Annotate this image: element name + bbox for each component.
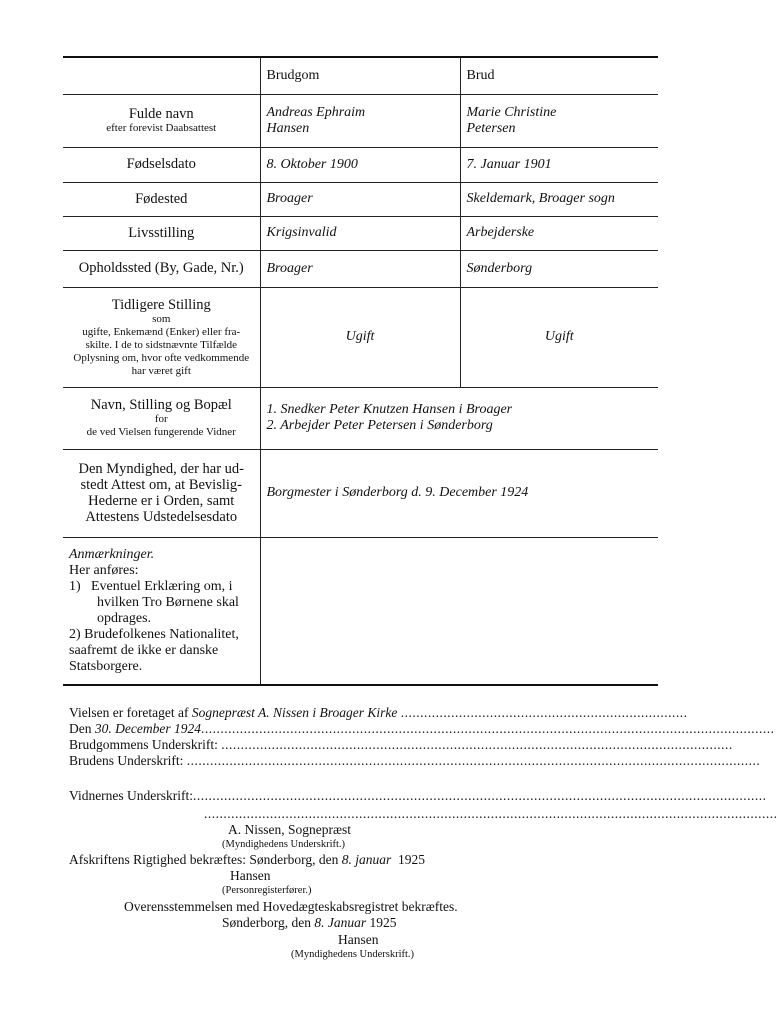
ceremony-date: 30. December 1924 bbox=[94, 721, 201, 736]
dotted-line: .................................................................................................................................................... bbox=[193, 788, 767, 803]
confirmation-line: Afskriftens Rigtighed bekræftes: Sønderborg, den 8. januar 1925 bbox=[69, 852, 425, 867]
header-empty-cell bbox=[63, 57, 260, 94]
header-bride: Brud bbox=[460, 57, 658, 94]
dotted-line: .......................................................................... bbox=[400, 705, 688, 720]
label-previous-status-sub: har været gift bbox=[131, 364, 191, 377]
label-authority-line: Hederne er i Orden, samt bbox=[88, 493, 235, 509]
signer-3: Hansen bbox=[338, 932, 379, 947]
label-previous-status bbox=[63, 287, 260, 387]
remarks-item-2-line: Statsborgere. bbox=[69, 658, 143, 674]
label-witnesses-sub: de ved Vielsen fungerende Vidner bbox=[86, 426, 236, 438]
label-witnesses-main: Navn, Stilling og Bopæl bbox=[90, 397, 232, 413]
witnesses-signature-line: Vidnernes Underskrift:.................................................................................................................................................... bbox=[69, 788, 767, 803]
row-authority bbox=[63, 449, 658, 537]
dotted-line: .................................................................................................................................... bbox=[221, 737, 733, 752]
signer-1-caption: (Myndighedens Underskrift.) bbox=[222, 839, 346, 850]
witnesses-signature-line-2 bbox=[204, 806, 778, 822]
remarks-title: Anmærkninger. bbox=[69, 546, 155, 562]
row-full-name bbox=[63, 94, 658, 147]
row-birth-date bbox=[63, 147, 658, 182]
confirmation-date: 8. januar bbox=[341, 852, 392, 867]
row-previous-status bbox=[63, 287, 658, 387]
signer-3-caption: (Myndighedens Underskrift.) bbox=[291, 949, 415, 960]
label-full-name-sub: efter forevist Daabsattest bbox=[106, 122, 217, 134]
witnesses-value bbox=[260, 387, 658, 449]
label-witnesses bbox=[63, 387, 260, 449]
label-previous-status-sub: Oplysning om, hvor ofte vedkommende bbox=[73, 351, 250, 364]
groom-residence: Broager bbox=[260, 250, 460, 287]
row-remarks bbox=[63, 537, 658, 685]
header-row bbox=[63, 57, 658, 94]
signer-1: A. Nissen, Sognepræst bbox=[228, 822, 352, 837]
label-authority-line: Den Myndighed, der har ud- bbox=[78, 461, 244, 477]
officiant: Sognepræst A. Nissen i Broager Kirke bbox=[191, 705, 398, 720]
remarks-item-2-line: saafremt de ikke er danske bbox=[69, 642, 219, 658]
signer-2: Hansen bbox=[230, 868, 271, 883]
bride-surname: Petersen bbox=[466, 120, 516, 136]
groom-first-names: Andreas Ephraim bbox=[266, 104, 366, 120]
label-previous-status-sub: skilte. I de to sidstnævnte Tilfælde bbox=[85, 338, 238, 351]
groom-surname: Hansen bbox=[266, 120, 310, 136]
bride-first-names: Marie Christine bbox=[466, 104, 557, 120]
groom-full-name bbox=[260, 94, 460, 147]
dotted-line: .................................................................................................................................................... bbox=[204, 806, 778, 821]
bride-signature-line: Brudens Underskrift: .................................................................................................................................................... bbox=[69, 753, 761, 768]
place-date-line: Sønderborg, den 8. Januar 1925 bbox=[222, 915, 397, 930]
confirmation-year: 1925 bbox=[397, 852, 425, 867]
remarks-value bbox=[260, 537, 658, 685]
date-line: Den 30. December 1924.................................................................................................................................................... bbox=[69, 721, 775, 736]
groom-occupation: Krigsinvalid bbox=[260, 216, 460, 250]
bride-birth-date: 7. Januar 1901 bbox=[460, 147, 658, 182]
row-residence bbox=[63, 250, 658, 287]
label-authority bbox=[63, 449, 260, 537]
label-full-name-main: Fulde navn bbox=[128, 106, 194, 122]
label-remarks bbox=[63, 537, 260, 685]
marriage-register-table bbox=[63, 56, 658, 686]
place-year: 1925 bbox=[369, 915, 397, 930]
agreement-line: Overensstemmelsen med Hovedægteskabsregistret bekræftes. bbox=[124, 899, 458, 914]
label-residence: Opholdssted (By, Gade, Nr.) bbox=[63, 250, 260, 287]
row-occupation bbox=[63, 216, 658, 250]
signer-2-caption: (Personregisterfører.) bbox=[222, 885, 312, 896]
authority-value: Borgmester i Sønderborg d. 9. December 1924 bbox=[260, 449, 658, 537]
bride-birth-place: Skeldemark, Broager sogn bbox=[460, 182, 658, 216]
place-date: 8. Januar bbox=[314, 915, 367, 930]
label-birth-place: Fødested bbox=[63, 182, 260, 216]
bride-full-name bbox=[460, 94, 658, 147]
row-witnesses bbox=[63, 387, 658, 449]
label-birth-date: Fødselsdato bbox=[63, 147, 260, 182]
groom-birth-date: 8. Oktober 1900 bbox=[260, 147, 460, 182]
label-previous-status-main: Tidligere Stilling bbox=[111, 296, 211, 313]
remarks-intro: Her anføres: bbox=[69, 562, 139, 578]
header-groom: Brudgom bbox=[260, 57, 460, 94]
label-full-name bbox=[63, 94, 260, 147]
bride-residence: Sønderborg bbox=[460, 250, 658, 287]
bride-previous-status: Ugift bbox=[460, 287, 658, 387]
groom-previous-status: Ugift bbox=[260, 287, 460, 387]
dotted-line: .................................................................................................................................................... bbox=[200, 721, 775, 736]
dotted-line: .................................................................................................................................................... bbox=[186, 753, 761, 768]
label-authority-line: Attestens Udstedelsesdato bbox=[85, 509, 238, 525]
label-previous-status-sub: som bbox=[152, 312, 171, 325]
ceremony-line: Vielsen er foretaget af Sognepræst A. Nissen i Broager Kirke .......................................................................... bbox=[69, 705, 688, 720]
groom-signature-line: Brudgommens Underskrift: .................................................................................................................................... bbox=[69, 737, 733, 752]
label-occupation: Livsstilling bbox=[63, 216, 260, 250]
remarks-item-1: 1) Eventuel Erklæring om, i hvilken Tro Børnene skal opdrages. bbox=[69, 578, 239, 626]
groom-birth-place: Broager bbox=[260, 182, 460, 216]
remarks-item-2: 2) Brudefolkenes Nationalitet, bbox=[69, 626, 239, 642]
row-birth-place bbox=[63, 182, 658, 216]
witness-2: 2. Arbejder Peter Petersen i Sønderborg bbox=[266, 418, 493, 433]
witness-1: 1. Snedker Peter Knutzen Hansen i Broager bbox=[266, 402, 513, 417]
bride-occupation: Arbejderske bbox=[460, 216, 658, 250]
label-witnesses-sub: for bbox=[154, 413, 168, 425]
label-previous-status-sub: ugifte, Enkemænd (Enker) eller fra- bbox=[82, 325, 241, 338]
label-authority-line: stedt Attest om, at Bevislig- bbox=[80, 477, 242, 493]
